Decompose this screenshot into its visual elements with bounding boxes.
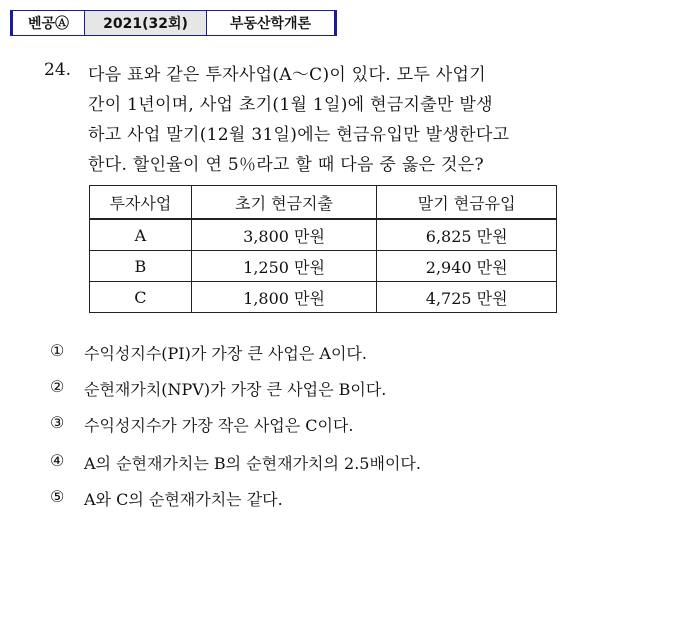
answer-option[interactable] bbox=[50, 487, 283, 510]
table-header-project: 투자사업 bbox=[90, 186, 192, 220]
table-header-row bbox=[90, 186, 557, 220]
table-cell: B bbox=[90, 251, 192, 282]
option-text: 순현재가치(NPV)가 가장 큰 사업은 B이다. bbox=[84, 380, 387, 399]
answer-option[interactable] bbox=[50, 341, 367, 364]
table-cell: C bbox=[90, 282, 192, 313]
answer-option[interactable] bbox=[50, 413, 354, 436]
exam-badge: 벤공Ⓐ bbox=[10, 10, 85, 36]
exam-year: 2021(32회) bbox=[85, 10, 207, 36]
option-text: A와 C의 순현재가치는 같다. bbox=[84, 490, 283, 509]
question-line: 간이 1년이며, 사업 초기(1월 1일)에 현금지출만 발생 bbox=[88, 95, 493, 115]
table-cell: 6,825 만원 bbox=[377, 219, 557, 251]
question-line: 한다. 할인율이 연 5％라고 할 때 다음 중 옳은 것은? bbox=[88, 155, 484, 175]
table-cell: 2,940 만원 bbox=[377, 251, 557, 282]
exam-subject: 부동산학개론 bbox=[207, 10, 337, 36]
table-row bbox=[90, 251, 557, 282]
option-marker: ④ bbox=[50, 451, 65, 470]
option-text: A의 순현재가치는 B의 순현재가치의 2.5배이다. bbox=[84, 454, 421, 473]
answer-option[interactable] bbox=[50, 451, 421, 474]
option-text: 수익성지수가 가장 작은 사업은 C이다. bbox=[84, 416, 354, 435]
option-marker: ③ bbox=[50, 413, 65, 432]
investment-table bbox=[89, 185, 557, 313]
table-cell: A bbox=[90, 219, 192, 251]
table-row bbox=[90, 219, 557, 251]
option-marker: ② bbox=[50, 377, 65, 396]
question-line: 하고 사업 말기(12월 31일)에는 현금유입만 발생한다고 bbox=[88, 125, 510, 145]
table-cell: 1,250 만원 bbox=[191, 251, 377, 282]
option-marker: ⑤ bbox=[50, 487, 65, 506]
question-number: 24. bbox=[44, 60, 72, 80]
option-marker: ① bbox=[50, 341, 65, 360]
table-header-final-inflow: 말기 현금유입 bbox=[377, 186, 557, 220]
answer-option[interactable] bbox=[50, 377, 386, 400]
table-cell: 4,725 만원 bbox=[377, 282, 557, 313]
table-row bbox=[90, 282, 557, 313]
table-header-initial-outflow: 초기 현금지출 bbox=[191, 186, 377, 220]
exam-header bbox=[10, 10, 337, 36]
table-cell: 1,800 만원 bbox=[191, 282, 377, 313]
question-line: 다음 표와 같은 투자사업(A～C)이 있다. 모두 사업기 bbox=[88, 65, 486, 85]
option-text: 수익성지수(PI)가 가장 큰 사업은 A이다. bbox=[84, 344, 367, 363]
table-cell: 3,800 만원 bbox=[191, 219, 377, 251]
